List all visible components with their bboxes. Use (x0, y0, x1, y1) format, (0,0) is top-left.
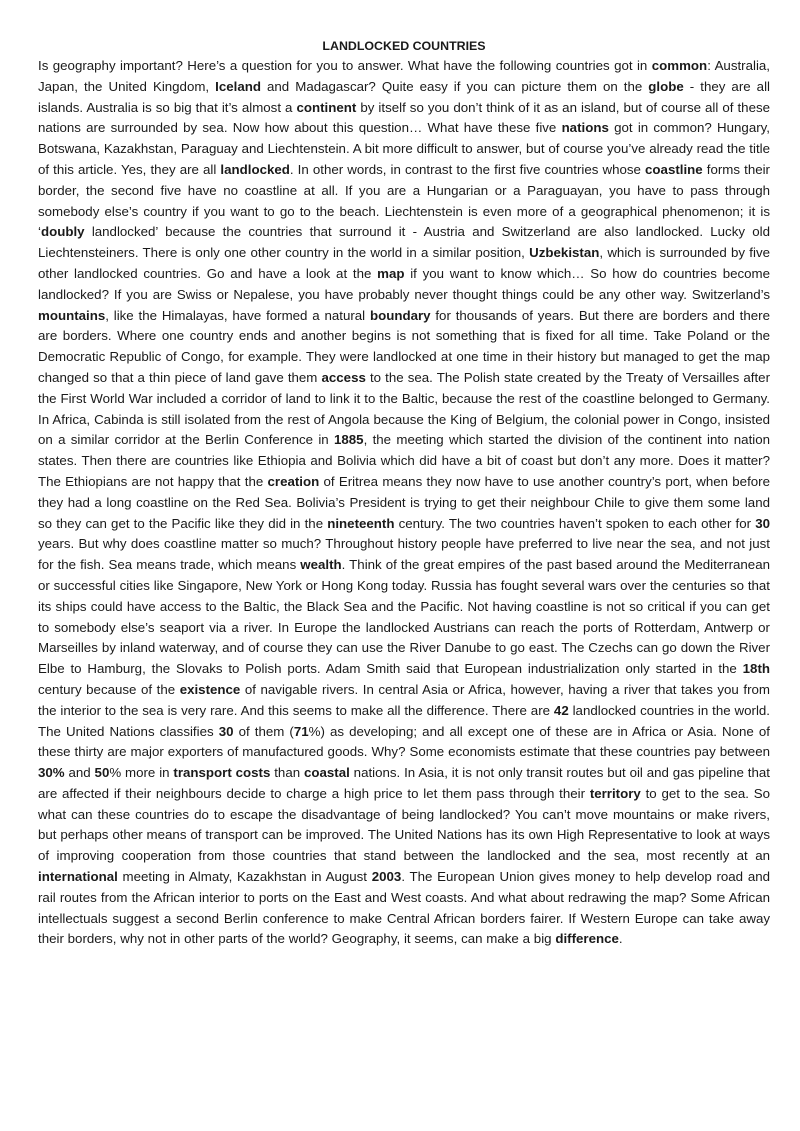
document-body (38, 56, 770, 950)
body-text-segment: century. The two countries haven’t spoken to each other for (394, 515, 756, 531)
keyword: 18th (742, 661, 770, 677)
body-text-segment: . In other words, in contrast to the first five countries whose (289, 161, 646, 177)
keyword: coastal (303, 765, 350, 781)
keyword: 71 (293, 723, 309, 739)
keyword: globe (648, 78, 684, 94)
keyword: international (38, 869, 118, 885)
keyword: doubly (40, 224, 85, 240)
body-text-segment: and Madagascar? Quite easy if you can picture them on the (260, 78, 649, 94)
body-text-segment: meeting in Almaty, Kazakhstan in August (117, 869, 372, 885)
keyword: landlocked (220, 161, 290, 177)
body-text-segment: - they are all islands. Australia is so big that it’s almost a (38, 78, 770, 115)
body-text-segment: than (270, 765, 304, 781)
body-text-segment: got in common? Hungary, Botswana, Kazakhstan, Paraguay and Liechtenstein. A bit more difficult to answer, but of course you’ve already read the title of this article. Yes, they are all (38, 120, 770, 177)
body-text-segment: years. But why does coastline matter so much? Throughout history people have preferred to live near the sea, and not just for the fish. Sea means trade, which means (38, 536, 770, 573)
body-text-segment: . The European Union gives money to help develop road and rail routes from the African interior to ports on the East and West coasts. And what about redrawing the map? Some African intellectuals suggest a second Berlin conference to make Central African borders fairer. If Western Europe can take away their borders, why not in other parts of the world? Geography, it seems, can make a big (38, 869, 771, 947)
keyword: map (377, 265, 405, 281)
body-text-segment: of Eritrea means they now have to use another country’s port, when before they had a long coastline on the Red Sea. Bolivia’s President is trying to get their neighbour Chile to give them some land so they can get to the Pacific like they did in the (38, 473, 770, 531)
body-text-segment: , the meeting which started the division of the continent into nation states. Then there are countries like Ethiopia and Bolivia which did have a bit of coast but don’t any more. Does it matter? The Ethiopians are not happy that the (38, 432, 771, 489)
body-text-segment: : Australia, Japan, the United Kingdom, (38, 58, 770, 94)
body-text-segment: %) as developing; and all except one of these are in Africa or Asia. None of these thirty are major exporters of manufactured goods. Why? Some economists estimate that these countries pay between (38, 723, 770, 760)
body-text-segment: % more in (109, 765, 174, 781)
keyword: boundary (369, 307, 431, 323)
document-page (38, 36, 770, 950)
keyword: creation (267, 473, 320, 489)
body-text-segment: if you want to know which… So how do countries become landlocked? If you are Swiss or Nepalese, you have probably never thought things could be any other way. Switzerland’s (38, 265, 770, 302)
body-text-segment: and (64, 765, 95, 781)
keyword: common (651, 58, 708, 73)
keyword: mountains (38, 307, 106, 323)
body-text-segment: to the sea. The Polish state created by the Treaty of Versailles after the First World War included a corridor of land to link it to the Baltic, because the rest of the coastline belonged to Germany. In Africa, Cabinda is still isolated from the rest of Angola because the King of Belgium, the colonial power in Congo, insisted on a similar corridor at the Berlin Conference in (38, 369, 770, 448)
keyword: Iceland (215, 78, 261, 94)
keyword: 30% (38, 765, 65, 781)
body-text-segment: century because of the (38, 681, 180, 697)
keyword: nations (561, 120, 609, 136)
body-text-segment: to get to the sea. So what can these countries do to escape the disadvantage of being landlocked? You can’t move mountains or make rivers, but perhaps other means of transport can be improved. The United Nations has its own High Representative to look at ways of improving cooperation from those countries that stand between the landlocked and the sea, most recently at an (38, 785, 771, 864)
keyword: nineteenth (327, 515, 395, 531)
keyword: 30 (218, 723, 234, 739)
keyword: transport costs (173, 765, 271, 781)
body-text-segment: , which is surrounded by five other landlocked countries. Go and have a look at the (38, 245, 770, 281)
keyword: Uzbekistan (529, 245, 600, 261)
body-text-segment: of them ( (233, 723, 294, 739)
body-text-segment: of navigable rivers. In central Asia or Africa, however, having a river that takes you from the interior to the sea is very rare. And this seems to make all the difference. There are (38, 681, 770, 718)
keyword: difference (555, 931, 619, 947)
body-text-segment: , like the Himalayas, have formed a natural (105, 307, 370, 323)
body-text-segment: . (618, 931, 623, 947)
keyword: access (321, 369, 366, 385)
keyword: 50 (94, 765, 110, 781)
keyword: 2003 (371, 869, 402, 885)
keyword: territory (589, 785, 641, 801)
keyword: 42 (553, 702, 569, 718)
body-text-segment: landlocked’ because the countries that surround it - Austria and Switzerland are also landlocked. Lucky old Liechtensteiners. There is only one other country in the world in a similar position, (38, 224, 770, 261)
keyword: existence (179, 681, 241, 697)
keyword: 1885 (334, 432, 364, 448)
keyword: coastline (645, 161, 703, 177)
document-title: LANDLOCKED COUNTRIES (322, 39, 486, 53)
keyword: wealth (300, 557, 342, 573)
body-text-segment: by itself so you don’t think of it as an island, but of course all of these nations are surrounded by sea. Now how about this question… What have these five (38, 99, 771, 136)
body-text-segment: for thousands of years. But there are borders and there are borders. Where one country ends and another begins is not something that is fixed for all time. Take Poland or the Democratic Republic of Congo, for example. They were landlocked at one time in their history but managed to get the map changed so that a thin piece of land gave them (38, 307, 770, 385)
keyword: 30 (755, 515, 770, 531)
body-text-segment: landlocked countries in the world. The United Nations classifies (38, 702, 770, 739)
body-text-segment: Is geography important? Here’s a question for you to answer. What have the following countries got in (38, 58, 652, 73)
body-text-segment: forms their border, the second five have no coastline at all. If you are a Hungarian or a Paraguayan, you have to pass through somebody else’s country if you want to go to the beach. Liechtenstein is even more of a geographical phenomenon; it is ‘ (38, 161, 770, 240)
body-text-segment: . Think of the great empires of the past based around the Mediterranean or successful cities like Singapore, New York or Hong Kong today. Russia has fought several wars over the centuries so that its ships could have access to the Baltic, the Black Sea and the Pacific. Not having coastline is not so critical if you can get to somebody else’s seaport via a river. In Europe the landlocked Austrians can reach the ports of Rotterdam, Antwerp or Marseilles by inland waterway, and of course they can use the River Danube to go east. The Czechs can go down the River Elbe to Hamburg, the Slovaks to Polish ports. Adam Smith said that European industrialization only started in the (38, 557, 770, 677)
keyword: continent (296, 99, 357, 115)
body-text-segment: nations. In Asia, it is not only transit routes but oil and gas pipeline that are affected if their neighbours decide to charge a high price to let them pass through their (38, 765, 770, 801)
